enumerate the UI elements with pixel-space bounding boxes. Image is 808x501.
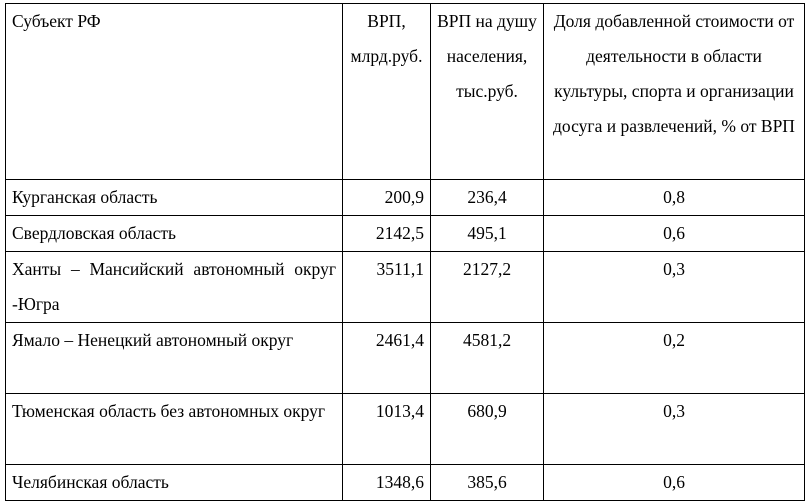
cell-grp-per-capita: 385,6 xyxy=(431,465,544,501)
table-row xyxy=(6,216,805,252)
cell-grp: 3511,1 xyxy=(343,252,431,323)
cell-grp-per-capita: 236,4 xyxy=(431,180,544,216)
cell-grp: 2461,4 xyxy=(343,323,431,394)
cell-share: 0,3 xyxy=(544,252,805,323)
header-grp: ВРП, млрд.руб. xyxy=(343,4,431,180)
table-row xyxy=(6,180,805,216)
cell-grp: 200,9 xyxy=(343,180,431,216)
cell-share: 0,3 xyxy=(544,394,805,465)
cell-region: Курганская область xyxy=(6,180,343,216)
cell-region: Свердловская область xyxy=(6,216,343,252)
cell-share: 0,6 xyxy=(544,216,805,252)
header-region: Субъект РФ xyxy=(6,4,343,180)
cell-grp-per-capita: 680,9 xyxy=(431,394,544,465)
header-grp-per-capita: ВРП на душу населения, тыс.руб. xyxy=(431,4,544,180)
cell-region: Ямало – Ненецкий автономный округ xyxy=(6,323,343,394)
table-row xyxy=(6,252,805,323)
table-row xyxy=(6,394,805,465)
header-culture-share: Доля добавленной стоимости от деятельности в области культуры, спорта и организации досуга и развлечений, % от ВРП xyxy=(544,4,805,180)
table-row xyxy=(6,465,805,501)
regions-table xyxy=(5,3,805,501)
cell-grp: 1013,4 xyxy=(343,394,431,465)
cell-region: Ханты – Мансийский автономный округ -Югра xyxy=(6,252,343,323)
cell-share: 0,6 xyxy=(544,465,805,501)
cell-share: 0,8 xyxy=(544,180,805,216)
cell-share: 0,2 xyxy=(544,323,805,394)
cell-grp-per-capita: 2127,2 xyxy=(431,252,544,323)
table-row xyxy=(6,323,805,394)
header-row xyxy=(6,4,805,180)
cell-grp: 1348,6 xyxy=(343,465,431,501)
cell-region: Челябинская область xyxy=(6,465,343,501)
cell-grp-per-capita: 495,1 xyxy=(431,216,544,252)
cell-region: Тюменская область без автономных округ xyxy=(6,394,343,465)
cell-grp-per-capita: 4581,2 xyxy=(431,323,544,394)
cell-grp: 2142,5 xyxy=(343,216,431,252)
